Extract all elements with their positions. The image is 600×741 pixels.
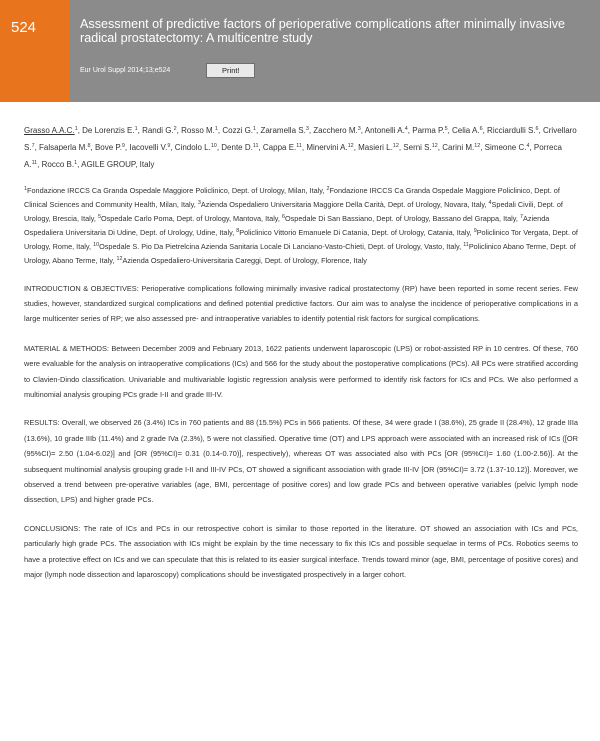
affiliation-text: Spedali Civili, Dept. of Urology, Brescia, Italy	[24, 200, 563, 224]
affiliation-text: Ospedale Carlo Poma, Dept. of Urology, Mantova, Italy	[100, 214, 278, 224]
author-affiliation-ref: 11	[296, 143, 302, 149]
author-affiliation-ref: 3	[305, 126, 309, 132]
section-conclusions: CONCLUSIONS: The rate of ICs and PCs in our retrospective cohort is similar to those reported in the literature. OT showed an association with ICs and PCs, particularly high grade PCs. The association with ICs might be explain by the time necessary to fix this ICs and possible sequelae in terms of PCs. Robotics seems to have a protective effect on ICs and we can speculate that this is related to its easier surgical interface. Trends toward minor (age, BMI, percentage of positive cores) and major (lymph node dissection and laparoscopy) complications should be investigated prospectively in a larger cohort.	[24, 523, 578, 580]
author	[452, 126, 483, 135]
author-list: Grasso A.A.C.$^1$, De Lorenzis E.$^1$, Randi G.$^2$, Rosso M.$^1$, Cozzi G.$^1$, Zaramella S.$^3$, Zacchero M.$^3$, Antonelli A.$^4$, Parma P.$^5$, Celia A.$^6$, Ricciardulli S.$^6$, Crivellaro S.$^7$, Falsaperla M.$^8$, Bove P.$^9$, Iacovelli V.$^9$, Cindolo L.$^{10}$, Dente D.$^{11}$, Cappa E.$^{11}$, Minervini A.$^{12}$, Masieri L.$^{12}$, Serni S.$^{12}$, Carini M.$^{12}$, Simeone C.$^4$, Porreca A.$^{11}$, Rocco B.$^1$, AGILE GROUP, Italy	[24, 126, 577, 169]
author-name: Bove P.	[94, 143, 122, 152]
affiliation-number: 2	[326, 186, 330, 192]
affiliation-number: 6	[281, 214, 285, 221]
abstract-number: 524	[0, 0, 70, 102]
abstract-header	[0, 0, 600, 102]
author	[39, 143, 90, 152]
author-name: Falsaperla M.	[39, 143, 88, 152]
affiliation-number: 1	[24, 186, 27, 192]
affiliation-text: Policlinico Vittorio Emanuele Di Catania, Dept. of Urology, Catania, Italy	[239, 228, 470, 238]
author	[442, 143, 480, 152]
author-affiliation-ref: 9	[167, 143, 171, 149]
affiliation-text: Fondazione IRCCS Ca Granda Ospedale Maggiore Policlinico, Dept. of Clinical Sciences and Community Health, Milan, Italy	[24, 186, 560, 210]
author	[81, 160, 154, 169]
author-name: Zaramella S.	[260, 126, 306, 135]
author-affiliation-ref: 12	[392, 143, 399, 149]
author-name: Celia A.	[452, 126, 480, 135]
author-name: Zacchero M.	[313, 126, 358, 135]
author-name: Simeone C.	[484, 143, 527, 152]
abstract-title: Assessment of predictive factors of perioperative complications after minimally invasive radical prostatectomy: A multicentre study	[80, 17, 566, 45]
author-name: Minervini A.	[306, 143, 348, 152]
author	[485, 143, 530, 152]
author-name: Parma P.	[412, 126, 445, 135]
author-name: Rocco B.	[41, 160, 75, 169]
author	[403, 143, 437, 152]
author	[24, 126, 78, 135]
author	[42, 160, 77, 169]
author-name: Dente D.	[221, 143, 253, 152]
author-affiliation-ref: 12	[474, 143, 481, 149]
print-button[interactable]: Print!	[206, 63, 255, 78]
abstract-body	[0, 122, 600, 582]
affiliation-text: Policlinico Tor Vergata, Dept. of Urology, Rome, Italy	[24, 228, 578, 252]
affiliation-text: Azienda Ospedaliera Universitaria Di Udine, Dept. of Urology, Udine, Italy	[24, 214, 550, 238]
author-affiliation-ref: 1	[74, 126, 78, 132]
affiliation-number: 7	[519, 214, 523, 221]
author-name: AGILE GROUP, Italy	[81, 160, 155, 169]
affiliation-list: $^1$Fondazione IRCCS Ca Granda Ospedale Maggiore Policlinico, Dept. of Urology, Milan, Italy, $^2$Fondazione IRCCS Ca Granda Ospedale Maggiore Policlinico, Dept. of Clinical Sciences and Community Health, Milan, Italy, $^3$Azienda Ospedaliero Universitaria Maggiore Della Carità, Dept. of Urology, Novara, Italy, $^4$Spedali Civili, Dept. of Urology, Brescia, Italy, $^5$Ospedale Carlo Poma, Dept. of Urology, Mantova, Italy, $^6$Ospedale Di San Bassiano, Dept. of Urology, Bassano del Grappa, Italy, $^7$Azienda Ospedaliera Universitaria Di Udine, Dept. of Urology, Udine, Italy, $^8$Policlinico Vittorio Emanuele Di Catania, Dept. of Urology, Catania, Italy, $^9$Policlinico Tor Vergata, Dept. of Urology, Rome, Italy, $^{10}$Ospedale S. Pio Da Pietrelcina Azienda Sanitaria Locale Di Lanciano-Vasto-Chieti, Dept. of Urology, Vasto, Italy, $^{11}$Policlinico Abano Terme, Dept. of Urology, Abano Terme, Italy, $^{12}$Azienda Ospedaliero-Universitaria Careggi, Dept. of Urology, Florence, Italy	[24, 186, 578, 266]
author-name: Serni S.	[403, 143, 432, 152]
author-affiliation-ref: 12	[347, 143, 354, 149]
author	[358, 143, 399, 152]
author-affiliation-ref: 9	[121, 143, 125, 149]
author	[313, 126, 360, 135]
author-name: Rosso M.	[181, 126, 215, 135]
affiliation-text: Fondazione IRCCS Ca Granda Ospedale Maggiore Policlinico, Dept. of Urology, Milan, Italy	[27, 186, 323, 195]
author-name: Carini M.	[442, 143, 475, 152]
author-affiliation-ref: 5	[444, 126, 448, 132]
author-name: Grasso A.A.C.	[24, 126, 75, 135]
author-name: Ricciardulli S.	[487, 126, 536, 135]
affiliation-number: 10	[93, 242, 100, 249]
author-name: Antonelli A.	[364, 126, 405, 135]
author-affiliation-ref: 1	[253, 126, 257, 132]
section-introduction: INTRODUCTION & OBJECTIVES: Perioperative complications following minimally invasive radical prostatectomy (RP) have been reported in some recent series. Few studies, however, standardized surgical complications and defined potential predictive factors. Our aim was to analyse the incidence of perioperative complications in a large multicenter series of RP; we also assessed pre- and intraoperative variables to identify potential risk factors for surgical complications.	[24, 283, 578, 324]
affiliation-number: 3	[197, 200, 201, 207]
affiliation	[98, 214, 278, 223]
affiliation-number: 9	[473, 228, 477, 235]
section-results: RESULTS: Overall, we observed 26 (3.4%) ICs in 760 patients and 88 (15.5%) PCs in 566 patients. Of these, 34 were grade I (38.6%), 25 grade II (28.4%), 12 grade IIIa (13.6%), 10 grade IIIb (11.4%) and 2 grade IVa (2.3%), 5 were not classified. Operative time (OT) and LPS approach were associated with an increased risk of ICs ([OR (95%CI)= 2.50 (1.04-6.02)] and [OR (95%CI)= 0.31 (0.14-0.70)], respectively), whereas OT was associated also with PCs [OR (95%CI)= 1.60 (1.00-2.56)]. At the subsequent multinomial analysis grouping grade I-II and III-IV PCs, OT showed a significant association with grade III-IV [OR (95%CI)= 3.72 (1.37-10.12)]. Moreover, we observed a trend between pre-operative variables (age, BMI, percentage of positive cores) and low grade PCs and between operative variables (pelvic lymph node dissection, LPS) and higher grade PCs.	[24, 418, 578, 505]
author-affiliation-ref: 1	[134, 126, 138, 132]
author	[222, 126, 256, 135]
author	[487, 126, 538, 135]
affiliation-text: Azienda Ospedaliero-Universitaria Careggi, Dept. of Urology, Florence, Italy	[122, 256, 367, 266]
author	[260, 126, 308, 135]
author-affiliation-ref: 3	[357, 126, 361, 132]
affiliation	[93, 242, 459, 251]
affiliation-number: 11	[463, 242, 469, 249]
affiliation-number: 12	[116, 256, 123, 263]
author-affiliation-ref: 1	[74, 160, 78, 166]
author-name: Masieri L.	[358, 143, 393, 152]
author	[142, 126, 177, 135]
author	[306, 143, 353, 152]
author-affiliation-ref: 8	[87, 143, 91, 149]
author-name: Cozzi G.	[222, 126, 254, 135]
author	[412, 126, 447, 135]
affiliation-number: 4	[488, 200, 492, 207]
author	[175, 143, 217, 152]
author-affiliation-ref: 4	[526, 143, 530, 149]
affiliation-text: Ospedale S. Pio Da Pietrelcina Azienda Sanitaria Locale Di Lanciano-Vasto-Chieti, Dept. of Urology, Vasto, Italy	[99, 242, 460, 252]
author-name: Randi G.	[142, 126, 174, 135]
author	[181, 126, 218, 135]
author	[221, 143, 258, 152]
author	[263, 143, 302, 152]
citation-row	[80, 63, 592, 78]
affiliation-text: Policlinico Abano Terme, Dept. of Urology, Abano Terme, Italy	[24, 242, 576, 266]
title-box	[70, 0, 600, 102]
author-name: Cappa E.	[262, 143, 297, 152]
author	[95, 143, 125, 152]
affiliation-number: 8	[236, 228, 240, 235]
affiliation	[236, 228, 469, 237]
author	[129, 143, 170, 152]
affiliation	[24, 186, 322, 195]
author-name: De Lorenzis E.	[82, 126, 135, 135]
author-affiliation-ref: 2	[173, 126, 177, 132]
affiliation-number: 5	[97, 214, 101, 221]
author-affiliation-ref: 6	[479, 126, 483, 132]
author-affiliation-ref: 12	[431, 143, 438, 149]
author-affiliation-ref: 7	[31, 143, 35, 149]
author	[82, 126, 137, 135]
author-name: Crivellaro S.	[24, 126, 577, 152]
affiliation-text: Ospedale Di San Bassiano, Dept. of Urology, Bassano del Grappa, Italy	[284, 214, 516, 224]
author-name: Cindolo L.	[174, 143, 211, 152]
affiliation-text: Azienda Ospedaliero Universitaria Maggiore Della Carità, Dept. of Urology, Novara, Italy	[200, 200, 485, 210]
author-affiliation-ref: 1	[214, 126, 218, 132]
author-name: Porreca A.	[24, 143, 562, 169]
author-affiliation-ref: 6	[535, 126, 539, 132]
affiliation	[116, 256, 366, 265]
affiliation	[282, 214, 516, 223]
affiliation	[198, 200, 485, 209]
author-affiliation-ref: 4	[404, 126, 408, 132]
author-name: Iacovelli V.	[129, 143, 168, 152]
author-affiliation-ref: 11	[31, 160, 38, 166]
author-affiliation-ref: 11	[252, 143, 259, 149]
citation: Eur Urol Suppl 2014;13;e524	[80, 67, 171, 74]
author-affiliation-ref: 10	[210, 143, 217, 149]
section-methods: MATERIAL & METHODS: Between December 2009 and February 2013, 1622 patients underwent laparoscopic (LPS) or robot-assisted RP in 10 centres. Of these, 760 were evaluable for the analysis on intraoperative complications (ICs) and 566 for the study about the postoperative complications (PCs). All PCs were stratified according to Clavien-Dindo classification. Univariable and multivariable logistic regression analysis were performed to identify risk factors for ICs and PCs. We also performed a multinomial analysis grouping PCs grade I-II and grade III-IV.	[24, 343, 578, 399]
author	[365, 126, 408, 135]
